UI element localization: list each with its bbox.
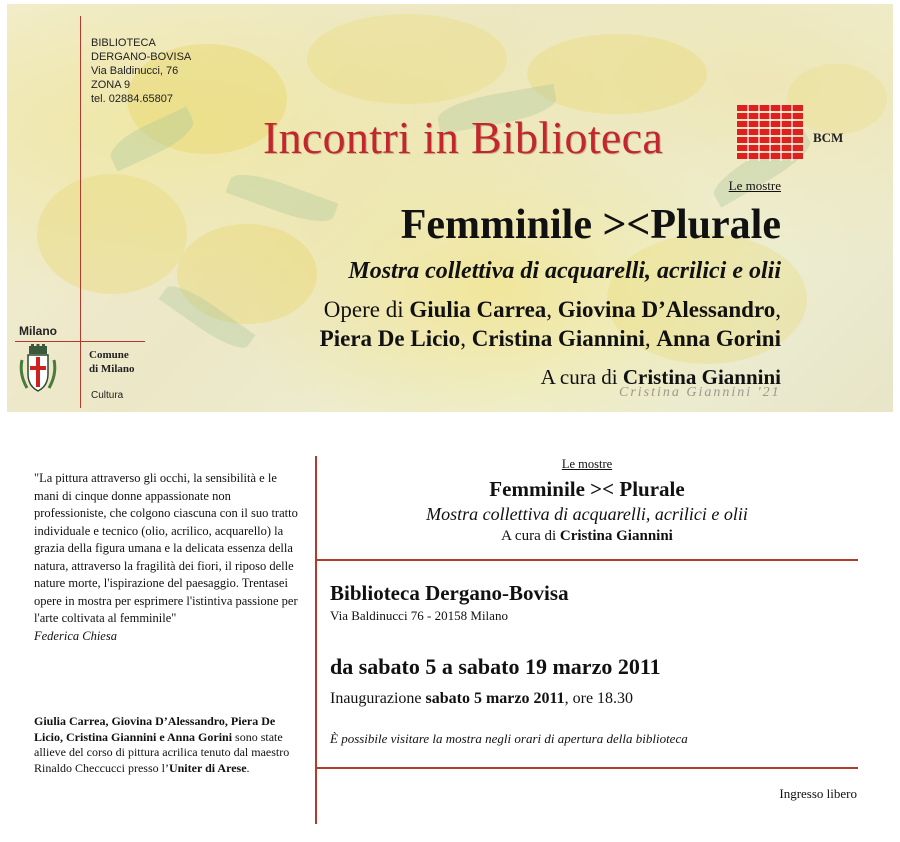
visit-note: È possibile visitare la mostra negli orari di apertura della biblioteca bbox=[330, 731, 688, 746]
address-line: ZONA 9 bbox=[91, 79, 131, 91]
address-line: DERGANO-BOVISA bbox=[91, 51, 192, 63]
bio-names: Giulia Carrea, Giovina D’Alessandro, Piera De Licio, Cristina Giannini e Anna Gorini bbox=[34, 714, 276, 744]
artists-line-1: Opere di Giulia Carrea, Giovina D’Alessandro, bbox=[323, 297, 781, 322]
bcm-logo-icon bbox=[733, 105, 807, 163]
exhibition-dates: da sabato 5 a sabato 19 marzo 2011 bbox=[330, 654, 661, 679]
section-divider bbox=[317, 559, 858, 561]
milano-crest-icon bbox=[19, 344, 57, 396]
venue-name: Biblioteca Dergano-Bovisa bbox=[330, 581, 569, 605]
leaf-shape bbox=[226, 166, 339, 230]
flower-blob bbox=[307, 14, 507, 104]
inauguration-date: sabato 5 marzo 2011 bbox=[425, 690, 565, 707]
curated-line-secondary bbox=[317, 528, 857, 545]
curator-name: Cristina Giannini bbox=[622, 365, 781, 389]
artists-bio bbox=[34, 714, 299, 776]
bio-end: . bbox=[246, 760, 250, 775]
curated-intro: A cura di bbox=[501, 528, 560, 544]
bcm-label: BCM bbox=[813, 130, 844, 145]
address-line: Via Baldinucci, 76 bbox=[91, 65, 179, 77]
comune-label bbox=[89, 348, 135, 376]
artist-name: Anna Gorini bbox=[656, 326, 781, 351]
quote-block bbox=[34, 470, 299, 645]
header-banner bbox=[7, 4, 893, 412]
inauguration-time: , ore 18.30 bbox=[564, 690, 634, 707]
artist-name: Giovina D’Alessandro bbox=[557, 297, 776, 322]
comune-line: di Milano bbox=[89, 363, 135, 375]
artists-intro: Opere di bbox=[323, 297, 410, 322]
artist-name: Cristina Giannini bbox=[471, 326, 645, 351]
inauguration-intro: Inaugurazione bbox=[330, 690, 426, 707]
section-label-secondary: Le mostre bbox=[561, 457, 613, 471]
artists-line-2: Piera De Licio, Cristina Giannini, Anna Gorini bbox=[319, 326, 781, 351]
entry-note: Ingresso libero bbox=[779, 786, 857, 801]
quote-author: Federica Chiesa bbox=[34, 628, 117, 643]
exhibition-subtitle-secondary: Mostra collettiva di acquarelli, acrilici e olii bbox=[426, 504, 748, 524]
inauguration-line bbox=[330, 690, 633, 708]
exhibition-title-secondary: Femminile >< Plurale bbox=[489, 477, 685, 501]
quote-text: "La pittura attraverso gli occhi, la sensibilità e le mani di cinque donne appassionate non professioniste, che colgono ciascuna con il suo tratto individuale e tecnico (olio, acrilico, acquarello) la grazia della figura umana e la delicata essenza della natura, attraverso la fragilità dei fiori, il riposo delle nature morte, l'ispirazione del paesaggio. Trentasei opere in mostra per esprimere l'istintiva passione per l'arte coltivata al femminile" bbox=[34, 471, 298, 625]
vertical-rule bbox=[80, 16, 81, 408]
exhibition-title: Femminile ><Plurale bbox=[400, 202, 781, 248]
bio-text: sono state allieve del corso di pittura acrilica tenuto dal maestro Rinaldo Checcucci presso l’ bbox=[34, 729, 290, 775]
horizontal-rule bbox=[15, 341, 145, 342]
comune-line: Comune bbox=[89, 349, 129, 361]
bio-org: Uniter di Arese bbox=[168, 760, 247, 775]
separator: , bbox=[546, 297, 558, 322]
venue-address: Via Baldinucci 76 - 20158 Milano bbox=[330, 608, 508, 623]
curator-name: Cristina Giannini bbox=[559, 528, 673, 544]
cultura-label: Cultura bbox=[91, 390, 124, 401]
section-divider bbox=[317, 767, 858, 769]
exhibition-subtitle: Mostra collettiva di acquarelli, acrilici e olii bbox=[348, 258, 781, 284]
address-line: BIBLIOTECA bbox=[91, 37, 156, 49]
artist-name: Giulia Carrea bbox=[409, 297, 547, 322]
address-line: tel. 02884.65807 bbox=[91, 93, 173, 105]
milano-label: Milano bbox=[19, 324, 57, 338]
banner-title: Incontri in Biblioteca bbox=[263, 112, 664, 163]
artist-name: Piera De Licio bbox=[319, 326, 461, 351]
section-label: Le mostre bbox=[728, 178, 781, 193]
curated-intro: A cura di bbox=[540, 365, 623, 389]
library-address bbox=[91, 36, 191, 106]
painter-signature: Cristina Giannini '21 bbox=[619, 385, 781, 400]
flower-blob bbox=[37, 174, 187, 294]
